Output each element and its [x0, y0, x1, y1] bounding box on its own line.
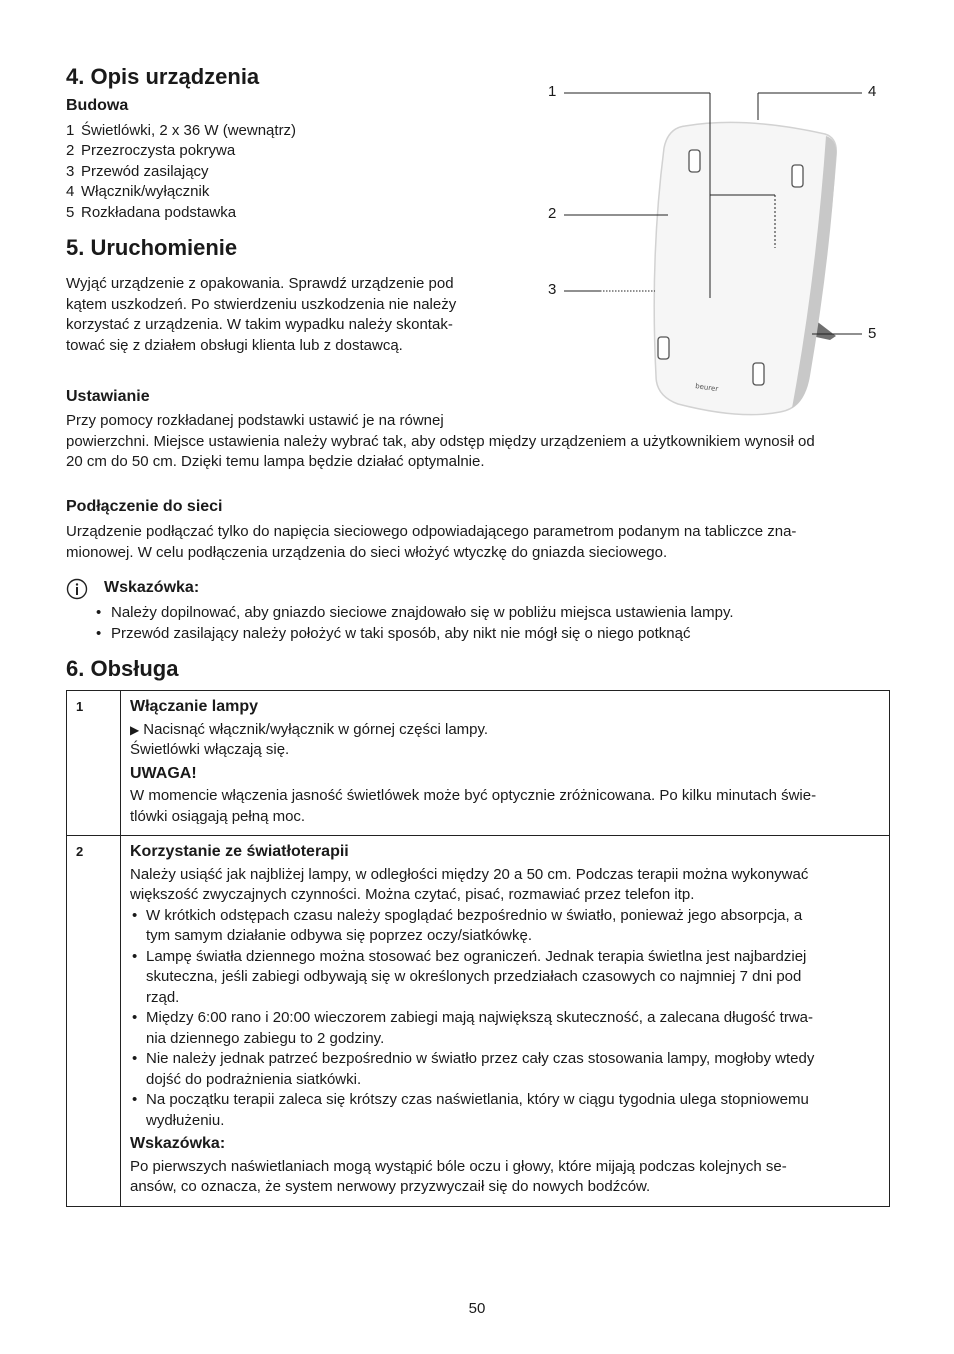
section-6-title: 6. Obsługa — [66, 656, 179, 681]
clip-bottom-left — [658, 337, 669, 359]
callout-1: 1 — [548, 83, 557, 100]
section-5-title: 5. Uruchomienie — [66, 235, 238, 260]
row-number: 1 — [67, 691, 121, 836]
row-content: Włączanie lampy ▶ Nacisnąć włącznik/wyłącznik w górnej części lampy. Świetlówki włączają się. UWAGA! W momencie włączenia jasność świetlówek może być optycznie zróżnicowana. Po kilku minutach świe- tlówki osiągają pełną moc. — [121, 691, 890, 836]
clip-bottom-right — [753, 363, 764, 385]
note-title: Wskazówka: — [130, 1135, 226, 1152]
callout-2: 2 — [548, 205, 557, 222]
list-item: • Nie należy jednak patrzeć bezpośrednio w światło przez cały czas stosowania lampy, mogłoby wtedy dojść do podrażnienia siatkówki. — [130, 1049, 879, 1090]
row-content: Korzystanie ze światłoterapii Należy usiąść jak najbliżej lampy, w odległości między 20 a 50 cm. Podczas terapii można wykonywać większość zwyczajnych czynności. Można czytać, pisać, rozmawiać przez telefon itp. • W krótkich odstępach czasu należy spoglądać bezpośrednio w światło, ponieważ jego absorpcja, a tym samym działanie odbywa się poprzez oczy/siatkówkę. • Lampę światła dziennego można stosować bez ograniczeń. Jednak terapia świetlna jest najbardziej skuteczna, jeśli zabiegi odbywają się w określonych przedziałach czasowych co najmniej 7 dni pod rząd. • Między 6:00 rano i 20:00 wieczorem zabiegi mają największą skuteczność, a zalecana długość trwa- nia dziennego zabiegu to 2 godziny. • Nie należy jednak patrzeć bezpośrednio w światło przez cały czas stosowania lampy, mogłoby wtedy dojść do podrażnienia siatkówki. • Na początku terapii zaleca się krótszy czas naświetlania, który w ciągu tygodnia ulega stopniowemu wydłużeniu. Wskazówka: Po pierwszych naświetlaniach mogą wystąpić bóle oczu i głowy, które mijają podczas kolejnych se- ansów, co oznacza, że system nerwowy przyzwyczaił się do nowych bodźców. — [121, 836, 890, 1207]
lamp-illustration — [540, 78, 890, 433]
callout-5: 5 — [868, 325, 877, 342]
power-subtitle: Podłączenie do sieci — [66, 498, 223, 515]
step-result: Świetlówki włączają się. — [130, 741, 290, 758]
page-number: 50 — [468, 1300, 486, 1317]
list-item: • Lampę światła dziennego można stosować bez ograniczeń. Jednak terapia świetlna jest najbardziej skuteczna, jeśli zabiegi odbywają się w określonych przedziałach czasowych co najmniej 7 dni pod rząd. — [130, 947, 879, 1009]
budowa-subtitle: Budowa — [66, 97, 129, 114]
list-item: • Przewód zasilający należy położyć w taki sposób, aby nikt nie mógł się o niego potknąć — [96, 624, 734, 645]
table-row — [67, 836, 890, 1207]
power-paragraph: Urządzenie podłączać tylko do napięcia sieciowego odpowiadającego parametrom podanym na tabliczce zna- mionowej. W celu podłączenia urządzenia do sieci włożyć wtyczkę do gniazda sieciowego. — [66, 523, 797, 561]
device-figure — [540, 78, 890, 433]
note-title: Wskazówka: — [104, 579, 200, 596]
list-item: 3 Przewód zasilający — [66, 162, 209, 180]
brand-logo: beurer — [694, 382, 719, 394]
info-icon — [66, 578, 88, 605]
callout-4: 4 — [868, 83, 877, 100]
operation-table — [66, 690, 890, 1207]
list-item: 2 Przezroczysta pokrywa — [66, 142, 236, 160]
list-item: 5 Rozkładana podstawka — [66, 203, 237, 221]
row-heading: Włączanie lampy — [130, 698, 259, 715]
callout-3: 3 — [548, 281, 557, 298]
warning-title: UWAGA! — [130, 764, 197, 782]
parts-list — [66, 121, 296, 223]
intro-paragraph: Wyjąć urządzenie z opakowania. Sprawdź urządzenie pod kątem uszkodzeń. Po stwierdzeniu uszkodzenia nie należy korzystać z urządzenia. W takim wypadku należy skontak- tować się z działem obsługi klienta lub z dostawcą. — [66, 275, 457, 354]
list-item: 1 Świetlówki, 2 x 36 W (wewnątrz) — [66, 122, 297, 139]
row-number: 2 — [67, 836, 121, 1207]
list-item: • Na początku terapii zaleca się krótszy czas naświetlania, który w ciągu tygodnia ulega stopniowemu wydłużeniu. — [130, 1090, 879, 1131]
row-heading: Korzystanie ze światłoterapii — [130, 843, 349, 860]
section-4-title: 4. Opis urządzenia — [66, 64, 260, 89]
clip-top-left — [689, 150, 700, 172]
list-item: • W krótkich odstępach czasu należy spoglądać bezpośrednio w światło, ponieważ jego absorpcja, a tym samym działanie odbywa się poprzez oczy/siatkówkę. — [130, 906, 879, 947]
note-bullets — [96, 603, 734, 644]
therapy-bullets — [130, 906, 879, 1132]
table-row — [67, 691, 890, 836]
arrow-right-icon: ▶ — [130, 722, 140, 737]
step-line: ▶ Nacisnąć włącznik/wyłącznik w górnej części lampy. — [130, 720, 489, 738]
setup-subtitle: Ustawianie — [66, 388, 150, 405]
list-item: • Należy dopilnować, aby gniazdo sieciowe znajdowało się w pobliżu miejsca ustawienia lampy. — [96, 603, 734, 624]
setup-paragraph: Przy pomocy rozkładanej podstawki ustawić je na równej powierzchni. Miejsce ustawienia należy wybrać tak, aby odstęp między urządzeniem a użytkownikiem wynosił od 20 cm do 50 cm. Dzięki temu lampa będzie działać optymalnie. — [66, 412, 815, 470]
list-item: • Między 6:00 rano i 20:00 wieczorem zabiegi mają największą skuteczność, a zalecana długość trwa- nia dziennego zabiegu to 2 godziny. — [130, 1008, 879, 1049]
clip-top-right — [792, 165, 803, 187]
list-item: 4 Włącznik/wyłącznik — [66, 183, 210, 201]
